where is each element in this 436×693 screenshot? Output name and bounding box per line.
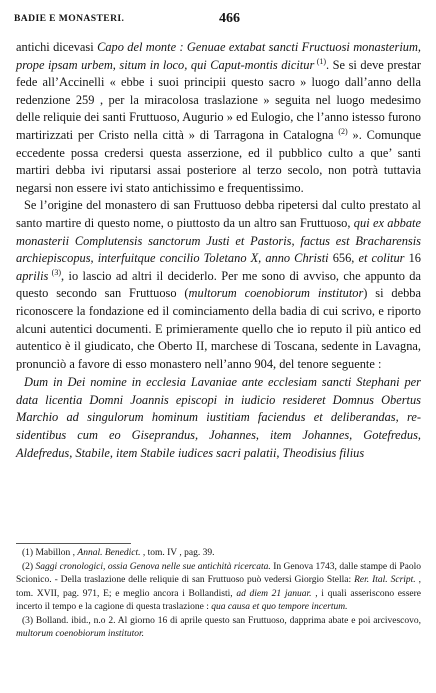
text-run: Se l’origine del monastero di san Fruttuoso debba ripetersi dal culto prestato al santo martire di questo nome, o piuttosto da un altro san Fruttuoso,: [16, 198, 421, 230]
italic-text: Capo del monte : Genuae extabat sancti Fructuosi monasterium, prope ipsam urbem, situm in loco, qui Caput-montis dicitur: [16, 40, 422, 72]
footnote-reference: (3): [48, 267, 62, 277]
text-run: , tom. XVII, pag. 971, E; e meglio ancora i Bollandisti,: [16, 575, 422, 599]
quoted-document: [16, 374, 421, 462]
text-run: (1) Mabillon ,: [22, 548, 78, 558]
text-run: (3) Bolland. ibid., n.o 2. Al giorno 16 di aprile questo san Fruttuoso, dapprima abate e poi arcivescovo,: [22, 616, 421, 627]
text-run: ) si debba riconoscere la fondazione ed il cominciamento della badia di cui scrivo, e riporto alcuni autentici documenti. E primieramente quello che io reputo il più antico ed autentico è il giudicato, che Oberto II, marchese di Toscana, sedente in Lavagna, pronunciò a favore di esso monastero nell’anno 904, del tenore seguente :: [16, 286, 421, 371]
footnote: [16, 615, 421, 642]
italic-text: Saggi cronologici, ossia Genova nelle sue antichità ricercata.: [35, 561, 271, 572]
page-header: [14, 13, 421, 27]
text-run: , tom. IV , pag. 39.: [140, 548, 215, 558]
italic-text: Annal. Benedict.: [77, 548, 141, 558]
footnote-reference: (2): [338, 126, 348, 136]
text-run: 656,: [328, 251, 359, 266]
footnote: [16, 547, 421, 560]
italic-text: aprilis: [16, 268, 49, 283]
text-run: ». Comunque eccedente possa credersi questa asserzione, ed il pubblico culto a que’ santi martiri debba ivi riputarsi assai posteriore al terzo secolo, non potrà tuttavia negarsi non essere ivi stato antichissimo e frequentissimo.: [16, 127, 421, 195]
paragraph: [16, 197, 421, 373]
text-run: In Genova 1743, dalle stampe di Paolo Scionico. - Della traslazione delle reliquie di san Fruttuoso può vedersi Giorgio Stella:: [16, 561, 421, 586]
italic-text: multorum coenobiorum institutor: [188, 286, 364, 301]
italic-text: et colitur: [358, 251, 405, 266]
paragraph: [16, 39, 421, 197]
footnote-reference: (1): [314, 56, 327, 66]
text-run: (2): [22, 561, 36, 572]
text-run: . Se si deve prestar fede all’Accinelli « ebbe i suoi principii questo sacro » luogo dall’anno della redenzione 259 , per la miracolosa traslazione » seguita nel luogo medesimo delle reliquie dei santi Fruttuoso, Augurio » ed Eulogio, che l’anno istesso furono martirizzati per Cristo nella città » di Tarragona in Catalogna: [16, 57, 422, 142]
italic-text: qui ex abbate monasterii Complutensis sanctorum Justi et Pastoris, factus est Bracharensis archiepiscopus, interfuitque concilio Toletano X, anno Christi: [16, 215, 421, 266]
text-run: antichi dicevasi: [16, 40, 98, 54]
main-text: [16, 39, 421, 462]
italic-text: Dum in Dei nomine in ecclesia Lavaniae ante ecclesiam sancti Stephani per data licentia Domni Joannis episcopi in iudicio resideret Domnus Obertus Marchio ad singulorum hominum iustitiam faciendus et deliberandas, residentibus cum eo Giseprandus, Johannes, item Johannes, Gotefredus, Aldefredus, Stabile, item Stabile iudices sacri palatii, Theodisius filius: [16, 375, 421, 460]
text-run: , i quali asseriscono essere incerto il tempo e la cagione di questa traslazione :: [16, 588, 422, 613]
running-head: BADIE E MONASTERI.: [14, 13, 125, 24]
footnote: [16, 561, 421, 615]
page-number: 466: [219, 11, 240, 26]
footnote-rule: [16, 543, 131, 544]
italic-text: qua causa et quo tempore incertum.: [211, 602, 348, 613]
text-run: 16: [404, 251, 421, 266]
italic-text: multorum coenobiorum institutor.: [16, 629, 144, 640]
italic-text: Rer. Ital. Script.: [354, 575, 416, 586]
footnotes: [16, 543, 421, 642]
italic-text: ad diem 21 januar.: [236, 588, 312, 599]
text-run: , io lascio ad altri il deciderlo. Per me sono di avviso, che appunto da questo secondo san Fruttuoso (: [16, 268, 422, 301]
